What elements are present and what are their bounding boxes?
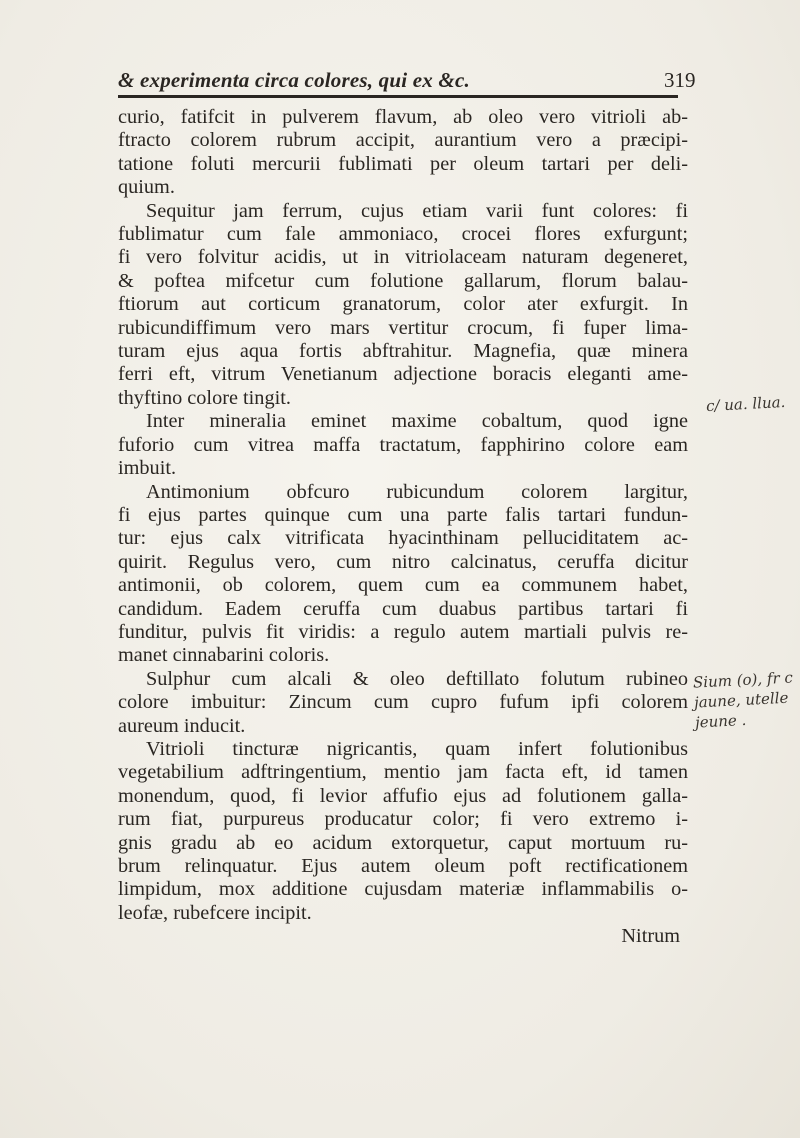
text-line: Vitrioli tincturæ nigricantis, quam infert folutionibus xyxy=(146,737,688,760)
page-number: 319 xyxy=(664,68,696,92)
text-line: ftracto colorem rubrum accipit, aurantium vero a præcipi- xyxy=(118,129,688,152)
text-line: funditur, pulvis fit viridis: a regulo autem martiali pulvis re- xyxy=(118,620,688,643)
text-line: antimonii, ob colorem, quem cum ea communem habet, xyxy=(118,574,688,597)
text-line: fublimatur cum fale ammoniaco, crocei flores exfurgunt; xyxy=(118,223,688,246)
text-line: vegetabilium adftringentium, mentio jam facta eft, id tamen xyxy=(118,761,688,784)
text-line: rubicundiffimum vero mars vertitur crocum, fi fuper lima- xyxy=(118,316,688,339)
text-line: manet cinnabarini coloris. xyxy=(118,644,330,667)
margin-note-line: jaune, utelle xyxy=(693,688,789,712)
text-line: ftiorum aut corticum granatorum, color ater exfurgit. In xyxy=(118,293,688,316)
text-line: thyftino colore tingit. xyxy=(118,386,291,409)
body-text xyxy=(118,106,688,949)
text-line: rum fiat, purpureus producatur color; fi vero extremo i- xyxy=(118,808,688,831)
running-header xyxy=(0,62,800,92)
text-line: Antimonium obfcuro rubicundum colorem largitur, xyxy=(146,480,688,503)
text-line: fuforio cum vitrea maffa tractatum, fapphirino colore eam xyxy=(118,433,688,456)
header-rule xyxy=(118,95,678,98)
text-line: tur: ejus calx vitrificata hyacinthinam pelluciditatem ac- xyxy=(118,527,688,550)
text-line: limpidum, mox additione cujusdam materiæ inflammabilis o- xyxy=(118,878,688,901)
text-line: brum relinquatur. Ejus autem oleum poft rectificationem xyxy=(118,855,688,877)
text-line: aureum inducit. xyxy=(118,714,246,737)
margin-note-line: jeune . xyxy=(694,710,747,732)
text-line: imbuit. xyxy=(118,457,177,480)
running-title: & experimenta circa colores, qui ex &c. xyxy=(118,68,470,92)
text-line: Sulphur cum alcali & oleo deftillato folutum rubineo xyxy=(146,667,688,690)
margin-note-line: c/ ua. llua. xyxy=(705,392,786,416)
margin-note-handwritten xyxy=(692,667,795,732)
text-line: gnis gradu ab eo acidum extorquetur, caput mortuum ru- xyxy=(118,831,688,854)
text-line: candidum. Eadem ceruffa cum duabus partibus tartari fi xyxy=(118,597,688,620)
text-line: colore imbuitur: Zincum cum cupro fufum ipfi colorem xyxy=(118,691,688,714)
text-line: fi ejus partes quinque cum una parte falis tartari fundun- xyxy=(118,503,688,526)
text-line: curio, fatifcit in pulverem flavum, ab oleo vero vitrioli ab- xyxy=(118,106,688,128)
text-line: Sequitur jam ferrum, cujus etiam varii funt colores: fi xyxy=(146,199,688,222)
text-line: ferri eft, vitrum Venetianum adjectione boracis eleganti ame- xyxy=(118,363,688,386)
text-line: turam ejus aqua fortis abftrahitur. Magnefia, quæ minera xyxy=(118,340,688,363)
text-line: quirit. Regulus vero, cum nitro calcinatus, ceruffa dicitur xyxy=(118,550,688,573)
text-line: Inter mineralia eminet maxime cobaltum, quod igne xyxy=(146,410,688,433)
text-line: tatione foluti mercurii fublimati per oleum tartari per deli- xyxy=(118,152,688,175)
text-line: leofæ, rubefcere incipit. xyxy=(118,901,312,924)
text-line: & poftea mifcetur cum folutione gallarum, florum balau- xyxy=(118,269,688,292)
margin-note-line: Sium (o), fr c xyxy=(692,668,794,692)
catchword: Nitrum xyxy=(621,925,680,948)
text-line: fi vero folvitur acidis, ut in vitriolaceam naturam degeneret, xyxy=(118,246,688,269)
margin-note-handwritten xyxy=(706,393,786,415)
text-line: monendum, quod, fi levior affufio ejus ad folutionem galla- xyxy=(118,784,688,807)
text-line: quium. xyxy=(118,176,175,199)
